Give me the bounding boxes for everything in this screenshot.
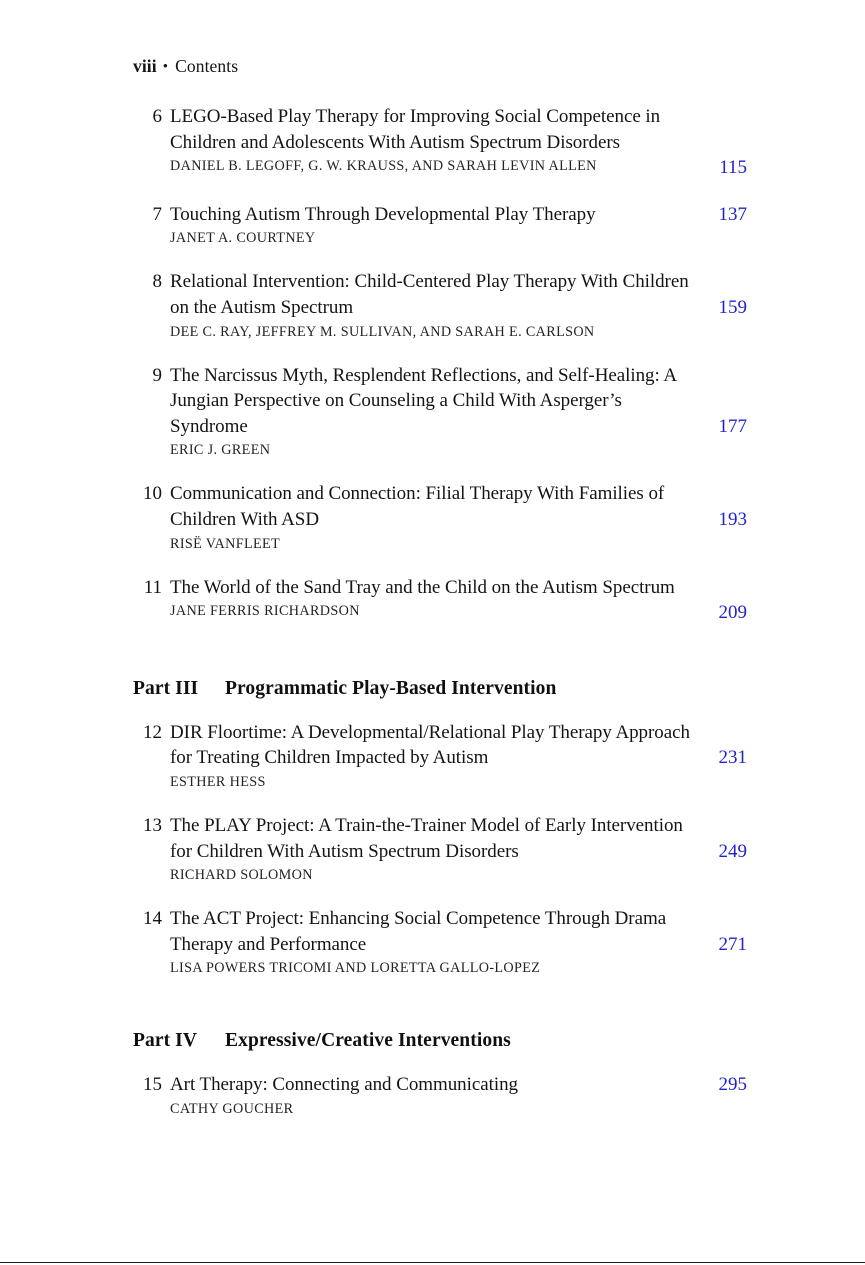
running-head-title: Contents: [175, 56, 239, 76]
toc-entry[interactable]: [133, 1072, 747, 1119]
toc-entry-body: [170, 363, 695, 461]
chapter-authors: ERIC J. GREEN: [170, 442, 271, 459]
part-label: Part IV: [133, 1030, 198, 1052]
chapter-authors: CATHY GOUCHER: [170, 1100, 294, 1117]
toc-entry[interactable]: [133, 481, 747, 553]
toc-entry-body: [170, 202, 695, 249]
chapter-number: 6: [152, 106, 162, 127]
chapter-title[interactable]: The World of the Sand Tray and the Child on the Autism Spectrum: [170, 576, 675, 598]
chapter-number: 15: [143, 1074, 162, 1096]
toc-entry[interactable]: [133, 575, 747, 626]
page-number[interactable]: 271: [718, 933, 747, 955]
toc-entry[interactable]: [133, 202, 747, 249]
chapter-number: 13: [143, 814, 162, 836]
page-number[interactable]: 209: [718, 602, 747, 624]
toc-entry-body: [170, 906, 695, 978]
page-bottom-rule: [0, 1262, 865, 1264]
part-title: Expressive/Creative Interventions: [225, 1030, 511, 1052]
page-number[interactable]: 231: [718, 747, 747, 769]
running-head: [133, 56, 238, 77]
chapter-title[interactable]: The PLAY Project: A Train-the-Trainer Model of Early Intervention for Children With Autism Spectrum Disorders: [170, 814, 683, 862]
page-number[interactable]: 249: [718, 840, 747, 862]
page-number[interactable]: 159: [718, 296, 747, 318]
toc-entry-body: [170, 104, 695, 176]
page-number[interactable]: 137: [718, 203, 747, 225]
toc-entry[interactable]: [133, 269, 747, 341]
chapter-authors: JANE FERRIS RICHARDSON: [170, 603, 360, 620]
toc-entry-body: [170, 1072, 695, 1119]
toc-entry-body: [170, 269, 695, 341]
chapter-number: 11: [143, 576, 162, 598]
part-title: Programmatic Play-Based Intervention: [225, 677, 557, 699]
chapter-authors: LISA POWERS TRICOMI AND LORETTA GALLO-LOPEZ: [170, 960, 541, 977]
chapter-authors: RISË VANFLEET: [170, 535, 281, 552]
table-of-contents-list: [133, 104, 747, 1119]
part-label: Part III: [133, 677, 199, 699]
chapter-title[interactable]: Relational Intervention: Child-Centered Play Therapy With Children on the Autism Spectrum: [170, 271, 689, 318]
chapter-title[interactable]: DIR Floortime: A Developmental/Relational Play Therapy Approach for Treating Children Impacted by Autism: [170, 721, 690, 769]
part-heading: [133, 678, 747, 700]
chapter-title[interactable]: Art Therapy: Connecting and Communicating: [170, 1074, 518, 1096]
chapter-number: 10: [143, 483, 162, 505]
toc-entry-body: [170, 481, 695, 553]
part-heading: [133, 1030, 747, 1052]
chapter-authors: DEE C. RAY, JEFFREY M. SULLIVAN, AND SARAH E. CARLSON: [170, 323, 595, 340]
page-number[interactable]: 177: [718, 415, 747, 437]
page-number[interactable]: 115: [719, 157, 747, 179]
chapter-title[interactable]: LEGO-Based Play Therapy for Improving Social Competence in Children and Adolescents With Autism Spectrum Disorders: [170, 106, 661, 153]
chapter-title[interactable]: The ACT Project: Enhancing Social Competence Through Drama Therapy and Performance: [170, 908, 667, 955]
toc-entry[interactable]: [133, 363, 747, 461]
chapter-authors: RICHARD SOLOMON: [170, 867, 313, 884]
chapter-title[interactable]: Touching Autism Through Developmental Play Therapy: [170, 203, 596, 225]
chapter-number: 7: [152, 203, 162, 225]
page-number[interactable]: 193: [718, 508, 747, 530]
chapter-title[interactable]: Communication and Connection: Filial Therapy With Families of Children With ASD: [170, 483, 665, 530]
chapter-number: 14: [143, 908, 162, 930]
toc-entry-body: [170, 720, 695, 792]
toc-entry-body: [170, 813, 695, 885]
toc-entry[interactable]: [133, 720, 747, 792]
toc-entry[interactable]: [133, 906, 747, 978]
bullet-separator-icon: •: [162, 59, 169, 75]
chapter-number: 12: [143, 721, 162, 743]
toc-entry-body: [170, 575, 695, 622]
chapter-authors: ESTHER HESS: [170, 773, 266, 790]
folio-number: viii: [133, 56, 157, 76]
chapter-title[interactable]: The Narcissus Myth, Resplendent Reflections, and Self-Healing: A Jungian Perspective on Counseling a Child With Asperger’s Syndrome: [170, 364, 677, 437]
chapter-number: 9: [152, 364, 162, 386]
chapter-authors: JANET A. COURTNEY: [170, 230, 316, 247]
chapter-authors: DANIEL B. LEGOFF, G. W. KRAUSS, AND SARAH LEVIN ALLEN: [170, 158, 597, 175]
toc-entry[interactable]: [133, 813, 747, 885]
page-number[interactable]: 295: [718, 1074, 747, 1096]
chapter-number: 8: [152, 271, 162, 293]
toc-entry[interactable]: [133, 104, 747, 181]
